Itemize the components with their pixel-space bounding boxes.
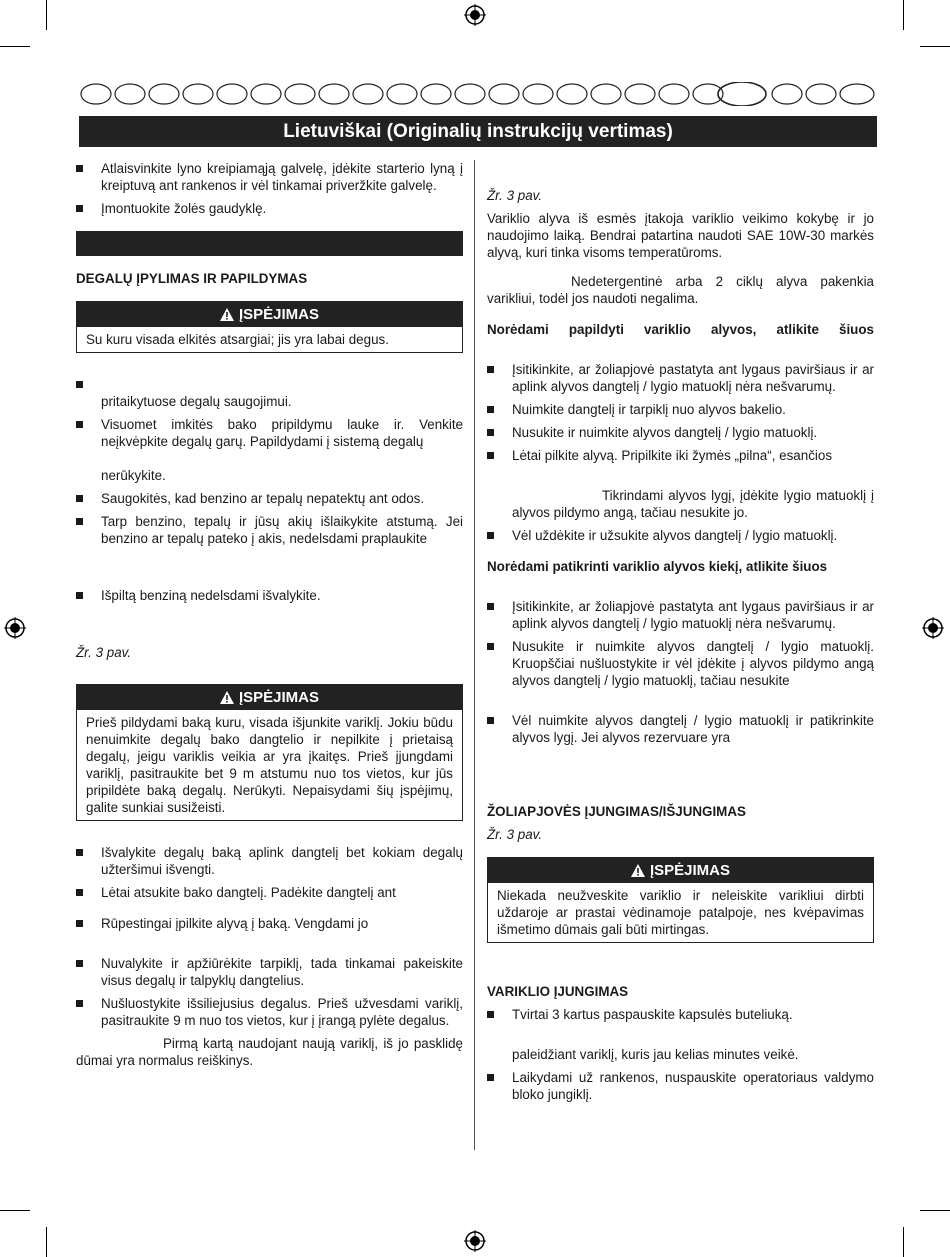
list-item: Įsitikinkite, ar žoliapjovė pastatyta ant lygaus paviršiaus ir ar aplink alyvos dangtelį / lygio matuoklį nėra nešvarumų.: [487, 361, 874, 395]
warning-title: ĮSPĖJIMAS: [238, 306, 320, 323]
list-item: Nusukite ir nuimkite alyvos dangtelį / lygio matuoklį.: [487, 424, 874, 441]
section-heading: VARIKLIO ĮJUNGIMAS: [487, 984, 629, 999]
crop-mark-top-right-h: [920, 46, 950, 47]
section-heading: Norėdami patikrinti variklio alyvos kiekį, atlikite šiuos: [487, 559, 828, 574]
list-item: Vėl uždėkite ir užsukite alyvos dangtelį / lygio matuoklį.: [487, 527, 874, 544]
crop-mark-top-right: [903, 0, 904, 30]
list-item-continuation: Tikrindami alyvos lygį, įdėkite lygio matuoklį į alyvos pildymo angą, tačiau nesukite jo.: [512, 488, 874, 520]
list-item: Nusukite ir nuimkite alyvos dangtelį / lygio matuoklį. Kruopščiai nušluostykite ir vėl įdėkite į alyvos pildymo angą alyvos dangtelį / lygio matuoklį, tačiau nesukite: [487, 638, 874, 689]
warning-text: Su kuru visada elkitės atsargiai; jis yra labai degus.: [86, 332, 389, 347]
oil-note-paragraph: Nedetergentinė arba 2 ciklų alyva pakenkia varikliui, todėl jos naudoti negalima.: [487, 274, 874, 306]
section-heading: ŽOLIAPJOVĖS ĮJUNGIMAS/IŠJUNGIMAS: [487, 804, 746, 819]
list-item: Išpiltą benziną nedelsdami išvalykite.: [76, 587, 463, 604]
crop-mark-bottom-right-h: [920, 1210, 950, 1211]
section-heading: DEGALŲ ĮPYLIMAS IR PAPILDYMAS: [76, 271, 308, 286]
warning-box: [76, 684, 463, 821]
registration-mark-top-icon: [464, 4, 486, 26]
warning-text: Prieš pildydami baką kuru, visada išjunkite variklį. Jokiu būdu nenuimkite degalų bako dangtelio ir nepilkite į prietaisą degalų, jeigu variklis veikia ar yra įkaitęs. Prieš įjungdami variklį, pasitraukite bet 9 m atstumu nuo tos vietos, kur jūs pripildėte baką degalų. Nerūkyti. Nepaisydami šių įspėjimų, galite sunkiai susižeisti.: [86, 715, 453, 815]
section-heading: Norėdami papildyti variklio alyvos, atlikite šiuos: [487, 322, 874, 337]
figure-reference: Žr. 3 pav.: [487, 188, 543, 203]
registration-mark-bottom-icon: [464, 1230, 486, 1252]
list-item: Įmontuokite žolės gaudyklę.: [76, 200, 463, 217]
warning-box: [487, 857, 874, 943]
figure-reference: Žr. 3 pav.: [487, 827, 543, 842]
list-item: Nušluostykite išsiliejusius degalus. Prieš užvesdami variklį, pasitraukite 9 m nuo tos vietos, kur į įrangą pylėte degalus.: [76, 995, 463, 1029]
registration-mark-left-icon: [4, 617, 26, 639]
list-item: Nuvalykite ir apžiūrėkite tarpiklį, tada tinkamai pakeiskite visus degalų ir talpyklų dangtelius.: [76, 955, 463, 989]
list-item: Atlaisvinkite lyno kreipiamąją galvelę, įdėkite starterio lyną į kreiptuvą ant rankenos ir vėl tinkamai priveržkite galvelę.: [76, 160, 463, 194]
list-item: [76, 376, 463, 393]
list-item: Nuimkite dangtelį ir tarpiklį nuo alyvos bakelio.: [487, 401, 874, 418]
section-bar: [76, 231, 463, 256]
crop-mark-top-left: [46, 0, 47, 30]
note-paragraph: Pirmą kartą naudojant naują variklį, iš jo pasklidę dūmai yra normalus reiškinys.: [76, 1036, 463, 1068]
crop-mark-bottom-left: [46, 1227, 47, 1257]
warning-icon: [631, 864, 645, 877]
list-item-continuation: pritaikytuose degalų saugojimui.: [101, 394, 292, 409]
list-item: Įsitikinkite, ar žoliapjovė pastatyta ant lygaus paviršiaus ir ar aplink alyvos dangtelį / lygio matuoklį nėra nešvarumų.: [487, 598, 874, 632]
list-item: Laikydami už rankenos, nuspauskite operatoriaus valdymo bloko jungiklį.: [487, 1069, 874, 1103]
language-tab-ovals: [80, 82, 877, 106]
list-item: Išvalykite degalų baką aplink dangtelį bet kokiam degalų užteršimui išvengti.: [76, 844, 463, 878]
right-column: [487, 160, 874, 1109]
list-item-continuation: paleidžiant variklį, kuris jau kelias minutes veikė.: [512, 1047, 799, 1062]
list-item: Visuomet imkitės bako pripildymu lauke ir. Venkite neįkvėpkite degalų garų. Papildydami į sistemą degalų: [76, 416, 463, 450]
list-item: Saugokitės, kad benzino ar tepalų nepatektų ant odos.: [76, 490, 463, 507]
list-item: Rūpestingai įpilkite alyvą į baką. Vengdami jo: [76, 915, 463, 932]
warning-icon: [220, 308, 234, 321]
figure-reference: Žr. 3 pav.: [76, 645, 132, 660]
warning-title: ĮSPĖJIMAS: [238, 689, 320, 706]
list-item-continuation: nerūkykite.: [101, 468, 166, 483]
list-item: Tvirtai 3 kartus paspauskite kapsulės buteliuką.: [487, 1006, 874, 1023]
oil-paragraph: Variklio alyva iš esmės įtakoja variklio veikimo kokybę ir jo naudojimo laiką. Bendrai patartina naudoti SAE 10W-30 markės alyvą, kuri tinka visoms temperatūroms.: [487, 211, 874, 260]
warning-title: ĮSPĖJIMAS: [649, 862, 731, 879]
column-divider: [474, 160, 475, 1150]
warning-text: Niekada neužveskite variklio ir neleiskite varikliui dirbti uždaroje ar prastai vėdinamoje patalpoje, nes kvėpavimas išmetimo dūmais gali būti mirtingas.: [497, 888, 864, 937]
page-title: Lietuviškai (Originalių instrukcijų vertimas): [283, 120, 673, 142]
crop-mark-bottom-right: [903, 1227, 904, 1257]
list-item: Vėl nuimkite alyvos dangtelį / lygio matuoklį ir patikrinkite alyvos lygį. Jei alyvos rezervuare yra: [487, 712, 874, 746]
warning-box: [76, 301, 463, 353]
crop-mark-bottom-left-h: [0, 1210, 30, 1211]
list-item: Lėtai pilkite alyvą. Pripilkite iki žymės „pilna“, esančios: [487, 447, 874, 464]
warning-icon: [220, 691, 234, 704]
crop-mark-top-left-h: [0, 46, 30, 47]
list-item: Lėtai atsukite bako dangtelį. Padėkite dangtelį ant: [76, 884, 463, 901]
left-column: [76, 160, 463, 1075]
registration-mark-right-icon: [922, 617, 944, 639]
list-item: Tarp benzino, tepalų ir jūsų akių išlaikykite atstumą. Jei benzino ar tepalų pateko į akis, nedelsdami praplaukite: [76, 513, 463, 547]
language-banner: [79, 116, 877, 147]
